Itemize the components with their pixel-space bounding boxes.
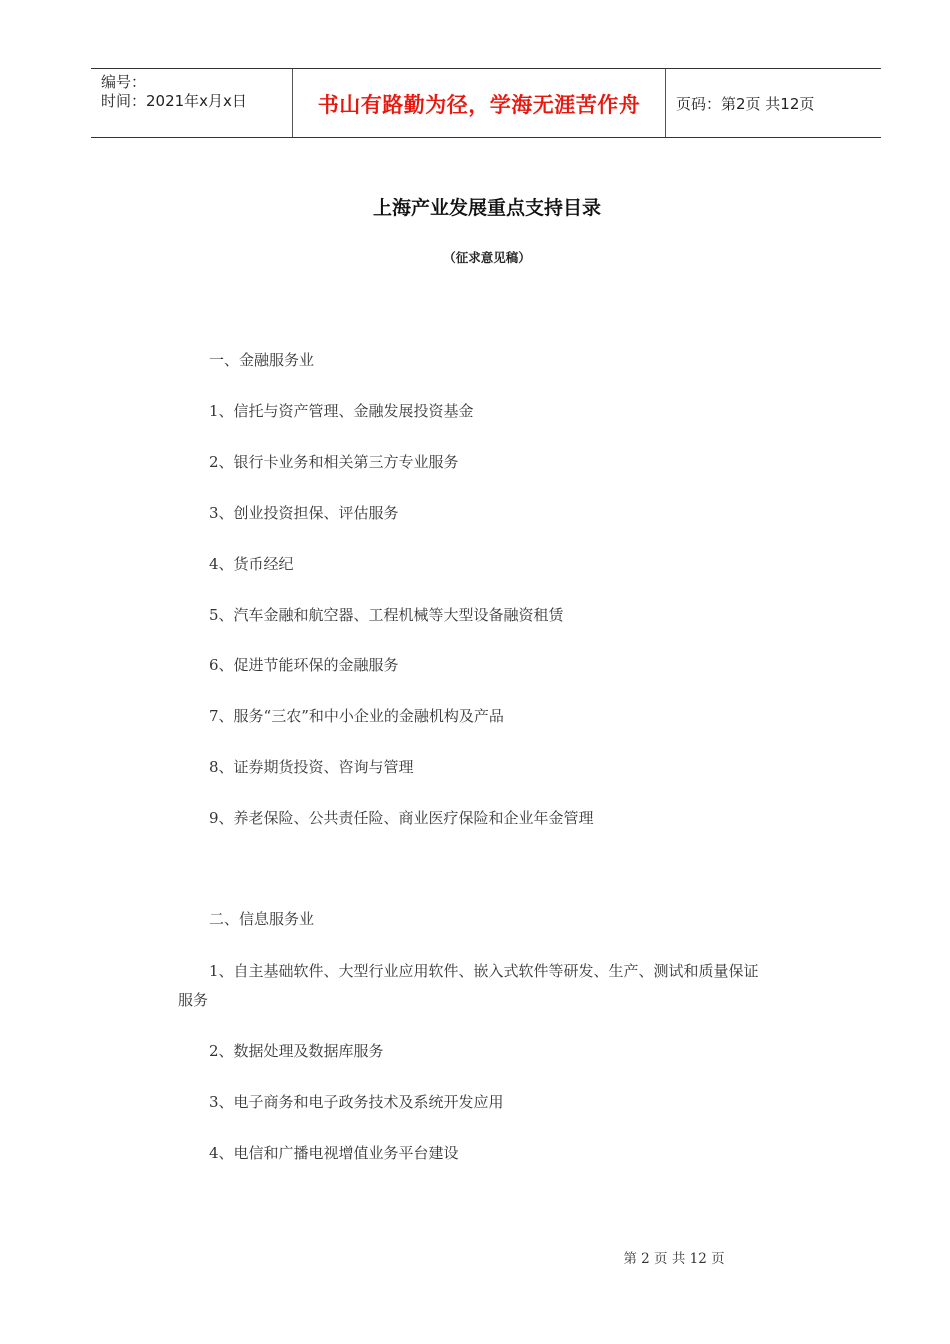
- list-item: 4、电信和广播电视增值业务平台建设: [209, 1144, 459, 1162]
- list-item: 2、数据处理及数据库服务: [209, 1042, 384, 1060]
- header-info-cell: [91, 69, 293, 137]
- page-number-label: 页码：第2页 共12页: [676, 95, 815, 113]
- list-item: 3、创业投资担保、评估服务: [209, 504, 399, 522]
- list-item: 5、汽车金融和航空器、工程机械等大型设备融资租赁: [209, 606, 564, 624]
- header-motto-cell: [293, 69, 666, 137]
- section-heading-finance: 一、金融服务业: [209, 351, 315, 369]
- page-footer: 第 2 页 共 12 页: [623, 1251, 725, 1267]
- page-header: [91, 68, 881, 138]
- number-label: 编号：: [101, 73, 147, 91]
- header-page-cell: [666, 69, 881, 137]
- list-item: 8、证券期货投资、咨询与管理: [209, 758, 414, 776]
- motto-text: 书山有路勤为径，学海无涯苦作舟: [317, 93, 641, 117]
- list-item: 9、养老保险、公共责任险、商业医疗保险和企业年金管理: [209, 809, 594, 827]
- list-item: 6、促进节能环保的金融服务: [209, 656, 399, 674]
- time-label: 时间：2021年x月x日: [101, 92, 247, 110]
- list-item: 3、电子商务和电子政务技术及系统开发应用: [209, 1093, 504, 1111]
- document-subtitle: （征求意见稿）: [443, 250, 531, 265]
- list-item-continuation: 服务: [178, 991, 209, 1009]
- list-item: 4、货币经纪: [209, 555, 294, 573]
- list-item: 2、银行卡业务和相关第三方专业服务: [209, 453, 459, 471]
- document-title: 上海产业发展重点支持目录: [372, 197, 601, 219]
- list-item: 1、自主基础软件、大型行业应用软件、嵌入式软件等研发、生产、测试和质量保证: [209, 962, 759, 980]
- section-heading-information: 二、信息服务业: [209, 910, 315, 928]
- list-item: 7、服务“三农”和中小企业的金融机构及产品: [209, 707, 504, 725]
- list-item: 1、信托与资产管理、金融发展投资基金: [209, 402, 474, 420]
